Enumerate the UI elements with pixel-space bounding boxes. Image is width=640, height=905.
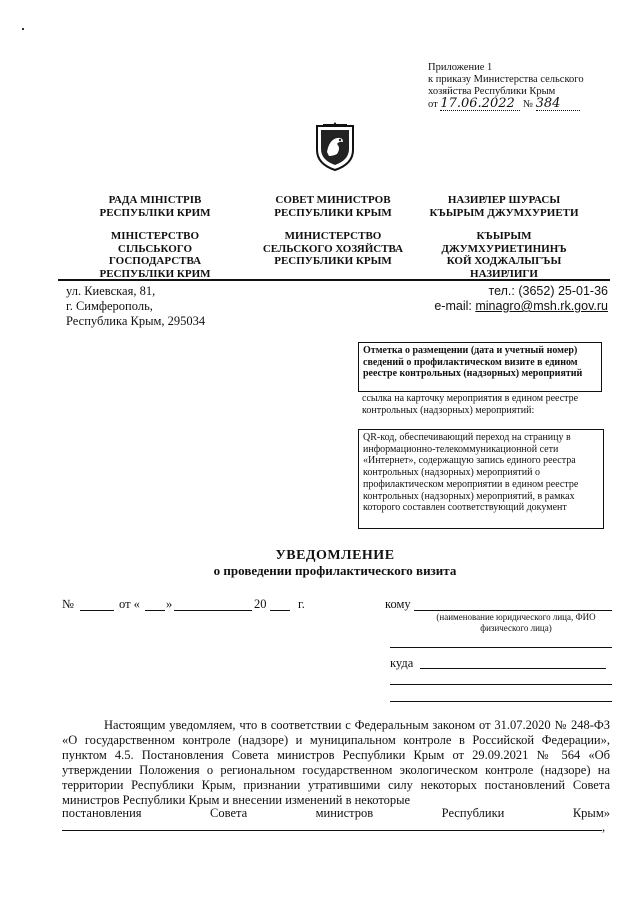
annex-line-3: хозяйства Республики Крым [428, 86, 556, 97]
to-blank [414, 610, 612, 611]
address-line: ул. Киевская, 81, [66, 284, 156, 298]
address-line: Республика Крым, 295034 [66, 314, 206, 328]
body-word: Совета [210, 806, 248, 820]
email-link[interactable]: minagro@msh.rk.gov.ru [475, 299, 608, 313]
number-label: № [62, 597, 74, 611]
contacts-block [434, 284, 608, 314]
annex-block [428, 62, 628, 111]
ministry-line: МИНИСТЕРСТВО [284, 230, 382, 242]
council-line: РАДА МІНІСТРІВ [108, 194, 202, 206]
date-close-quote: » [166, 597, 173, 611]
annex-date-prefix: от [428, 99, 438, 110]
ministry-line: МІНІСТЕРСТВО [110, 230, 200, 242]
year-suffix: г. [298, 597, 305, 611]
body-word: министров [315, 806, 374, 820]
ministry-line: НАЗИРЛИГИ [470, 267, 538, 280]
annex-line-2: к приказу Министерства сельского [428, 74, 584, 85]
header-column-russian [258, 194, 408, 268]
qr-code-box [358, 429, 604, 529]
ministry-line: КЪЫРЫМ [476, 230, 532, 242]
registry-link-text: ссылка на карточку мероприятия в едином реестре контрольных (надзорных) мероприятий: [362, 393, 579, 416]
body-last-line [62, 806, 610, 821]
coat-of-arms-icon [313, 122, 357, 172]
title-line-2: о проведении профилактического визита [213, 563, 457, 578]
ministry-line: РЕСПУБЛИКИ КРЫМ [274, 255, 392, 267]
body-end-comma: , [602, 820, 606, 834]
to-blank-2 [390, 647, 612, 648]
year-blank [270, 610, 290, 611]
council-line: КЪЫРЫМ ДЖУМХУРИЕТИ [429, 206, 579, 219]
where-blank-3 [390, 701, 612, 702]
to-label: кому [385, 597, 411, 611]
annex-line-1: Приложение 1 [428, 62, 493, 73]
body-word: Крым» [572, 806, 610, 820]
council-line: РЕСПУБЛИКИ КРЫМ [274, 206, 392, 219]
ministry-line: КОЙ ХОДЖАЛЫГЪЫ [446, 255, 562, 267]
title-line-1: УВЕДОМЛЕНИЕ [275, 548, 395, 563]
ministry-line: СІЛЬСЬКОГО [117, 242, 193, 255]
address-block [66, 284, 205, 329]
annex-number-prefix: № [522, 99, 533, 110]
ministry-line: ГОСПОДАРСТВА [108, 255, 202, 267]
registry-mark-text: Отметка о размещении (дата и учетный номер) сведений о профилактическом визите в едином реестре контрольных (надзорных) мероприятий [363, 345, 583, 379]
annex-number-value: 384 [536, 98, 580, 111]
where-blank [420, 668, 606, 669]
annex-date-line [428, 98, 628, 111]
email-line [434, 299, 608, 314]
body-word: Республики [441, 806, 505, 820]
council-line: РЕСПУБЛІКИ КРИМ [99, 206, 211, 219]
registry-mark-box [358, 342, 602, 392]
annex-date-value: 17.06.2022 [440, 98, 520, 111]
ministry-line: РЕСПУБЛІКИ КРИМ [99, 267, 211, 280]
to-caption: (наименование юридического лица, ФИО физического лица) [436, 612, 596, 633]
council-line: НАЗИРЛЕР ШУРАСЫ [447, 194, 561, 206]
email-label: e-mail: [434, 299, 472, 313]
body-continuation-blank [62, 830, 602, 831]
body-word: постановления [62, 806, 142, 820]
scan-speck [22, 28, 24, 30]
number-blank [80, 610, 114, 611]
where-label: куда [390, 656, 414, 670]
day-blank [145, 610, 165, 611]
month-blank [174, 610, 252, 611]
year-prefix: 20 [254, 597, 267, 611]
where-blank-2 [390, 684, 612, 685]
header-divider [58, 279, 610, 281]
body-paragraph: Настоящим уведомляем, что в соответствии с Федеральным законом от 31.07.2020 № 248-ФЗ «О государственном контроле (надзоре) и муниципальном контроле в Российской Федерации», пунктом 4.5. Постановления Совета министров Республики Крым от 29.09.2021 № 564 «Об утверждении Положения о региональном государственном экологическом контроле (надзоре) на территории Республики Крым, признании утратившими силу некоторых постановлений Совета министров Республики Крым и внесении изменений в некоторые [62, 718, 610, 807]
address-line: г. Симферополь, [66, 299, 153, 313]
council-line: СОВЕТ МИНИСТРОВ [275, 194, 391, 206]
phone: тел.: (3652) 25-01-36 [488, 284, 608, 298]
qr-code-text: QR-код, обеспечивающий переход на страницу в информационно-телекоммуникационной сети «Интернет», содержащую запись единого реестра контрольных (надзорных) мероприятий о профилактическом мероприятии в едином реестре контрольных (надзорных) мероприятий, в рамках которого составлен соответствующий документ [363, 432, 579, 514]
document-title [120, 548, 550, 578]
date-open-label: от « [119, 597, 140, 611]
header-column-crimean-tatar [424, 194, 584, 280]
ministry-line: ДЖУМХУРИЕТИНИНЪ [441, 242, 567, 255]
header-column-ukrainian [80, 194, 230, 280]
ministry-line: СЕЛЬСКОГО ХОЗЯЙСТВА [262, 242, 404, 255]
